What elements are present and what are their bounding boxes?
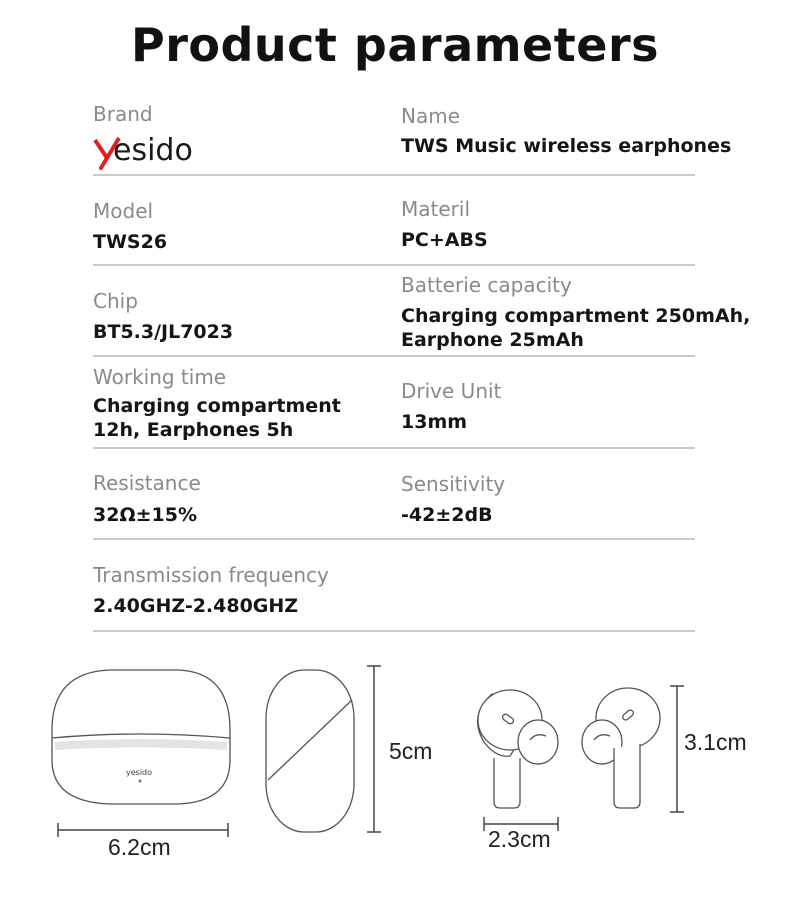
- drive-unit-label: Drive Unit: [401, 379, 502, 403]
- sensitivity-value: -42±2dB: [401, 504, 493, 526]
- divider: [93, 538, 695, 540]
- transmission-label: Transmission frequency: [93, 563, 329, 587]
- earbud-height-label: 3.1cm: [684, 729, 747, 755]
- divider: [93, 447, 695, 449]
- working-time-label: Working time: [93, 365, 227, 389]
- divider: [93, 355, 695, 357]
- earbud-width-label: 2.3cm: [488, 826, 551, 852]
- right-earbud-illustration: [582, 688, 660, 808]
- case-height-dimension-line: [367, 666, 381, 832]
- dimension-diagram: [0, 660, 790, 900]
- working-time-value-line2: 12h, Earphones 5h: [93, 419, 294, 441]
- yesido-logo-text: esido: [113, 133, 193, 168]
- material-value: PC+ABS: [401, 229, 488, 251]
- model-value: TWS26: [93, 231, 168, 253]
- divider: [93, 264, 695, 266]
- yesido-logo: [93, 128, 223, 170]
- battery-value-line2: Earphone 25mAh: [401, 329, 584, 351]
- chip-label: Chip: [93, 289, 138, 313]
- earbud-height-dimension-line: [670, 686, 684, 812]
- resistance-label: Resistance: [93, 471, 201, 495]
- battery-value-line1: Charging compartment 250mAh,: [401, 305, 751, 327]
- name-value: TWS Music wireless earphones: [401, 135, 732, 157]
- transmission-value: 2.40GHZ-2.480GHZ: [93, 595, 299, 617]
- resistance-value: 32Ω±15%: [93, 504, 197, 526]
- drive-unit-value: 13mm: [401, 411, 468, 433]
- material-label: Materil: [401, 197, 470, 221]
- divider: [93, 174, 695, 176]
- brand-label: Brand: [93, 102, 153, 126]
- model-label: Model: [93, 199, 154, 223]
- divider: [93, 630, 695, 632]
- chip-value: BT5.3/JL7023: [93, 321, 234, 343]
- page-title: Product parameters: [130, 18, 660, 72]
- working-time-value-line1: Charging compartment: [93, 395, 341, 417]
- case-logo-text: yesido: [126, 768, 153, 777]
- sensitivity-label: Sensitivity: [401, 472, 506, 496]
- case-width-label: 6.2cm: [108, 834, 171, 860]
- charging-case-front-illustration: [52, 670, 230, 804]
- charging-case-side-illustration: [266, 670, 354, 832]
- case-height-label: 5cm: [389, 738, 433, 764]
- left-earbud-illustration: [478, 690, 558, 808]
- name-label: Name: [401, 104, 461, 128]
- battery-label: Batterie capacity: [401, 273, 572, 297]
